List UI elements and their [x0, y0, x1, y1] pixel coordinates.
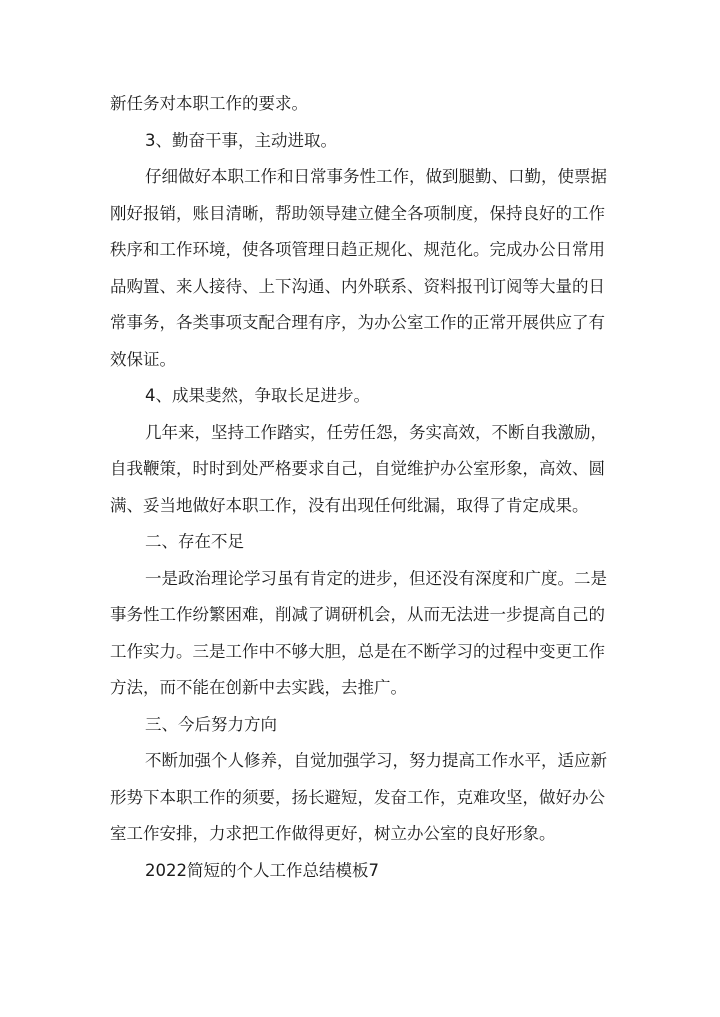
text-line: 仔细做好本职工作和日常事务性工作，做到腿勤、口勤，使票据: [145, 167, 607, 186]
text-line: 效保证。: [110, 349, 176, 369]
text-line: 几年来，坚持工作踏实，任劳任怨，务实高效，不断自我激励，: [145, 422, 607, 442]
text-line: 品购置、来人接待、上下沟通、内外联系、资料报刊订阅等大量的日: [110, 276, 605, 296]
text-line: 自我鞭策，时时到处严格要求自己，自觉维护办公室形象，高效、圆: [110, 459, 605, 478]
text-line: 满、妥当地做好本职工作，没有出现任何纰漏，取得了肯定成果。: [110, 495, 589, 515]
text-line: 常事务，各类事项支配合理有序，为办公室工作的正常开展供应了有: [110, 313, 605, 332]
text-line: 刚好报销，账目清晰，帮助领导建立健全各项制度，保持良好的工作: [110, 203, 605, 223]
text-line: 事务性工作纷繁困难，削减了调研机会，从而无法进一步提高自己的: [110, 605, 605, 624]
text-line: 秩序和工作环境，使各项管理日趋正规化、规范化。完成办公日常用: [110, 240, 605, 259]
text-line: 工作实力。三是工作中不够大胆，总是在不断学习的过程中变更工作: [110, 641, 605, 661]
document-body: [110, 86, 620, 889]
section-heading: 4、成果斐然，争取长足进步。: [145, 386, 370, 405]
text-line: 新任务对本职工作的要求。: [110, 94, 308, 113]
text-line: 方法，而不能在创新中去实践，去推广。: [110, 678, 407, 697]
text-line: 不断加强个人修养，自觉加强学习，努力提高工作水平，适应新: [145, 751, 607, 770]
document-title: 2022简短的个人工作总结模板7: [145, 860, 379, 880]
section-heading: 二、存在不足: [145, 532, 244, 551]
section-heading: 三、今后努力方向: [145, 714, 277, 734]
section-heading: 3、勤奋干事，主动进取。: [145, 130, 337, 150]
text-line: 一是政治理论学习虽有肯定的进步，但还没有深度和广度。二是: [145, 568, 607, 588]
text-line: 室工作安排，力求把工作做得更好，树立办公室的良好形象。: [110, 824, 556, 843]
text-line: 形势下本职工作的须要，扬长避短，发奋工作，克难攻坚，做好办公: [110, 787, 605, 807]
